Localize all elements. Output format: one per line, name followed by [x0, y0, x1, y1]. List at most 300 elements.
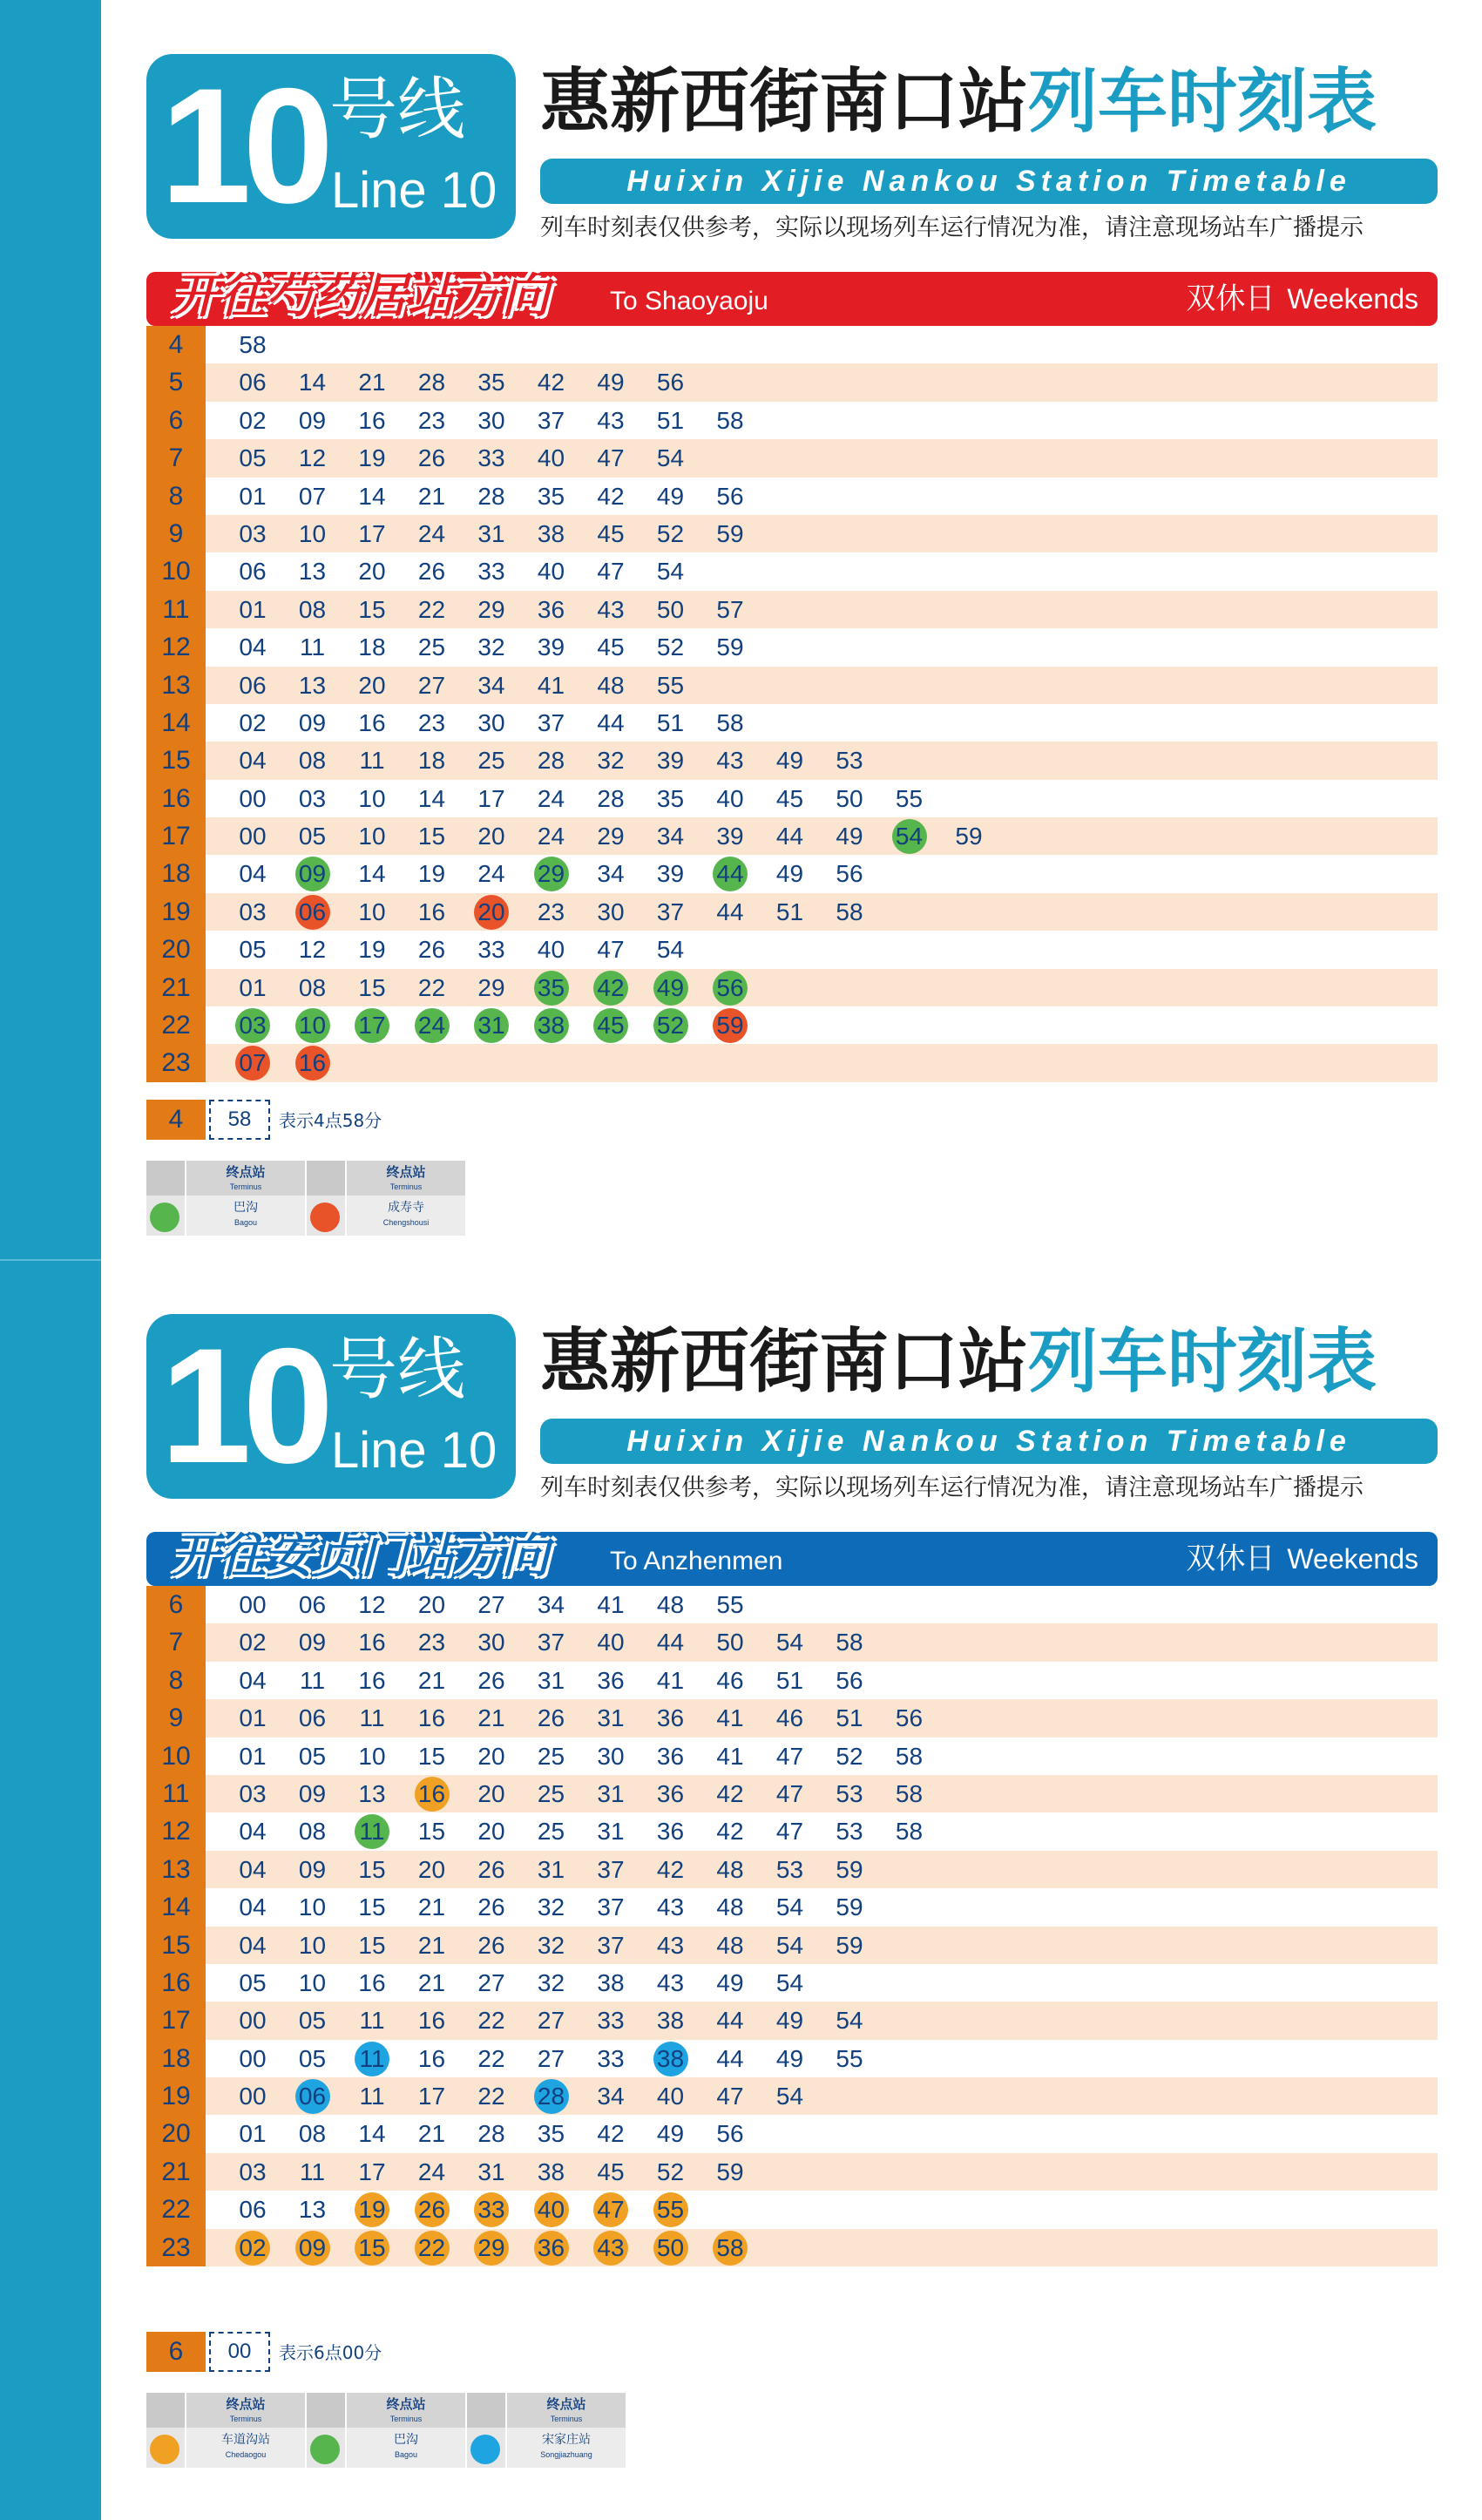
- minute-value: 05: [298, 2007, 327, 2035]
- minute-cell: [522, 2002, 581, 2039]
- table-row: [146, 2077, 1438, 2115]
- station-title: [540, 1314, 1464, 1410]
- minute-cell: [820, 893, 879, 931]
- minute-value: 47: [775, 1742, 804, 1770]
- minute-value: 42: [597, 2120, 625, 2148]
- minute-value: 10: [358, 1742, 386, 1770]
- minute-cell-terminus-green: [641, 969, 700, 1006]
- minute-value: 09: [298, 1629, 327, 1656]
- terminus-marker: 31: [474, 1008, 509, 1043]
- minute-cell: [820, 1662, 879, 1699]
- minute-cell: [283, 1662, 342, 1699]
- minute-cell: [403, 591, 462, 628]
- legend-station-cn: 巴沟: [394, 2433, 418, 2447]
- minute-cell: [462, 2115, 521, 2152]
- minute-value: 15: [358, 595, 386, 623]
- minute-cell: [342, 1699, 402, 1737]
- minute-cell: [342, 2077, 402, 2115]
- legend-terminus: [186, 1161, 305, 1236]
- minute-cell: [581, 817, 640, 855]
- minute-cell: [223, 1662, 282, 1699]
- minute-cell: [581, 1812, 640, 1850]
- minute-cell: [641, 817, 700, 855]
- direction-en: To Anzhenmen: [610, 1547, 783, 1575]
- minute-value: 34: [537, 1591, 565, 1618]
- minute-cell: [581, 1775, 640, 1812]
- minute-cell: [581, 2040, 640, 2077]
- minute-cell: [761, 1927, 820, 1964]
- minute-cell: [939, 817, 998, 855]
- minute-value: 24: [537, 784, 565, 812]
- minute-cell: [403, 2002, 462, 2039]
- direction-banner: [146, 268, 1438, 326]
- direction-cn: 开往芍药居站方向: [173, 268, 549, 323]
- minute-cell: [581, 1623, 640, 1661]
- legend-header-en: Terminus: [229, 2415, 262, 2423]
- minute-value: 03: [239, 898, 267, 925]
- minute-cell: [522, 780, 581, 817]
- minute-cell: [462, 628, 521, 666]
- minute-value: 36: [597, 1666, 625, 1694]
- minute-value: 04: [239, 1818, 267, 1846]
- minute-value: 29: [477, 973, 505, 1001]
- table-row: [146, 1888, 1438, 1926]
- hour-cell: 11: [146, 591, 206, 628]
- minute-value: 08: [298, 2120, 327, 2148]
- hour-cell: 10: [146, 552, 206, 590]
- minute-value: 14: [358, 860, 386, 888]
- minute-cell: [462, 552, 521, 590]
- minute-value: 11: [299, 1666, 326, 1694]
- minute-cell: [342, 969, 402, 1006]
- minute-value: 44: [716, 898, 744, 925]
- terminus-marker: 17: [355, 1008, 389, 1043]
- minute-value: 08: [298, 747, 327, 775]
- minute-value: 59: [836, 1855, 863, 1883]
- minute-cell: [223, 1851, 282, 1888]
- legend-header-en: Terminus: [550, 2415, 583, 2423]
- minute-cell: [522, 628, 581, 666]
- minute-cell-terminus-green: [700, 855, 760, 892]
- minute-value: 45: [597, 519, 625, 547]
- minute-value: 04: [239, 860, 267, 888]
- minute-value: 25: [537, 1742, 565, 1770]
- minute-cell: [761, 780, 820, 817]
- minute-value: 28: [537, 747, 565, 775]
- minute-value: 20: [417, 1855, 446, 1883]
- minute-value: 49: [775, 860, 804, 888]
- minute-value: 58: [716, 406, 744, 434]
- minute-cell: [761, 893, 820, 931]
- table-row: [146, 1662, 1438, 1699]
- table-row: [146, 439, 1438, 477]
- terminus-marker: 09: [295, 2231, 330, 2266]
- minute-cell: [522, 552, 581, 590]
- minute-value: 03: [239, 519, 267, 547]
- minute-value: 41: [716, 1704, 744, 1732]
- minute-value: 11: [299, 2158, 326, 2185]
- minute-value: 47: [597, 444, 625, 472]
- minute-value: 06: [239, 369, 267, 396]
- table-row: [146, 591, 1438, 628]
- minute-value: 42: [656, 1855, 685, 1883]
- minute-cell: [283, 552, 342, 590]
- table-row: [146, 2002, 1438, 2039]
- minute-cell: [342, 1586, 402, 1623]
- table-row: [146, 1006, 1438, 1044]
- minute-value: 52: [656, 2158, 685, 2185]
- minute-value: 11: [359, 2083, 385, 2110]
- minute-cell: [342, 855, 402, 892]
- minute-cell: [223, 931, 282, 968]
- minute-cell: [880, 1812, 939, 1850]
- terminus-marker: 36: [534, 2231, 569, 2266]
- minute-cell: [641, 478, 700, 515]
- table-row: [146, 1775, 1438, 1812]
- minute-value: 38: [597, 1968, 625, 1996]
- minute-cell-terminus-green: [283, 855, 342, 892]
- reading-example: [146, 2332, 512, 2372]
- minute-cell: [641, 2153, 700, 2191]
- minute-value: 11: [359, 747, 385, 775]
- minute-cell: [403, 817, 462, 855]
- hour-cell: 4: [146, 326, 206, 363]
- minute-value: 43: [716, 747, 744, 775]
- minute-value: 40: [716, 784, 744, 812]
- minute-cell-terminus-green: [223, 1006, 282, 1044]
- minute-cell: [462, 1623, 521, 1661]
- minute-value: 33: [477, 444, 505, 472]
- minute-cell-terminus-orange: [223, 2229, 282, 2266]
- minute-value: 01: [239, 1742, 267, 1770]
- minute-cell: [761, 1775, 820, 1812]
- minute-cell: [581, 439, 640, 477]
- minute-cell: [761, 2077, 820, 2115]
- minute-cell-terminus-orange: [641, 2191, 700, 2228]
- terminus-marker: 59: [713, 1008, 748, 1043]
- minute-value: 49: [836, 823, 863, 850]
- legend-swatch-cell: [467, 2393, 505, 2468]
- minute-value: 28: [477, 482, 505, 510]
- minute-value: 54: [836, 2007, 863, 2035]
- minute-value: 15: [417, 1818, 446, 1846]
- terminus-marker: 11: [355, 1814, 389, 1849]
- minute-cell: [342, 2115, 402, 2152]
- hour-cell: 16: [146, 1964, 206, 2002]
- minute-cell: [820, 1851, 879, 1888]
- minute-value: 36: [656, 1818, 685, 1846]
- minute-value: 16: [358, 1968, 386, 1996]
- minute-value: 46: [716, 1666, 744, 1694]
- hour-cell: 22: [146, 2191, 206, 2228]
- legend-header-en: Terminus: [229, 1182, 262, 1191]
- minute-cell: [522, 704, 581, 742]
- minute-cell-terminus-orange: [581, 2229, 640, 2266]
- minute-cell: [223, 1888, 282, 1926]
- table-row: [146, 667, 1438, 704]
- minute-value: 30: [597, 898, 625, 925]
- minute-cell: [641, 704, 700, 742]
- hour-cell: 7: [146, 1623, 206, 1661]
- hour-cell: 6: [146, 1586, 206, 1623]
- minute-value: 47: [597, 936, 625, 964]
- minute-value: 27: [477, 1968, 505, 1996]
- minute-cell-terminus-orange: [403, 2191, 462, 2228]
- minute-cell: [761, 855, 820, 892]
- line-label-en: Line 10: [331, 1422, 497, 1479]
- minute-cell: [403, 478, 462, 515]
- minute-cell-terminus-blue: [522, 2077, 581, 2115]
- minute-value: 09: [298, 708, 327, 736]
- minute-value: 49: [716, 1968, 744, 1996]
- minute-cell: [223, 326, 282, 363]
- minute-value: 30: [477, 708, 505, 736]
- minute-value: 49: [597, 369, 625, 396]
- legend-terminus: [347, 1161, 465, 1236]
- minute-cell: [700, 1812, 760, 1850]
- minute-cell: [522, 515, 581, 552]
- minute-value: 43: [656, 1931, 685, 1959]
- minute-value: 03: [239, 1779, 267, 1807]
- minute-cell: [581, 1964, 640, 2002]
- line-label-en: Line 10: [331, 162, 497, 219]
- minute-value: 04: [239, 1931, 267, 1959]
- minute-cell: [761, 1623, 820, 1661]
- terminus-marker: 45: [593, 1008, 628, 1043]
- minute-cell-terminus-green: [403, 1006, 462, 1044]
- minute-cell: [342, 704, 402, 742]
- minute-cell: [700, 742, 760, 779]
- minute-value: 23: [417, 1629, 446, 1656]
- minute-value: 01: [239, 2120, 267, 2148]
- minute-value: 32: [477, 633, 505, 661]
- minute-cell: [342, 742, 402, 779]
- timetable-grid: [146, 326, 1438, 1082]
- line-label-cn: 号线: [329, 1331, 466, 1409]
- minute-cell: [283, 628, 342, 666]
- minute-cell: [223, 1927, 282, 1964]
- minute-value: 23: [537, 898, 565, 925]
- minute-value: 08: [298, 595, 327, 623]
- minute-value: 53: [775, 1855, 804, 1883]
- minute-value: 44: [716, 2007, 744, 2035]
- minute-cell-terminus-green: [283, 1006, 342, 1044]
- table-row: [146, 1586, 1438, 1623]
- minute-value: 22: [477, 2044, 505, 2072]
- minute-cell: [880, 1775, 939, 1812]
- minute-value: 24: [537, 823, 565, 850]
- minute-value: 05: [298, 2044, 327, 2072]
- terminus-marker: 03: [235, 1008, 270, 1043]
- table-row: [146, 742, 1438, 779]
- hour-cell: 15: [146, 742, 206, 779]
- minute-cell: [223, 969, 282, 1006]
- minute-cell: [342, 628, 402, 666]
- terminus-marker: 47: [593, 2192, 628, 2227]
- legend-header-cn: 终点站: [386, 1164, 426, 1180]
- minute-cell: [700, 478, 760, 515]
- minute-cell: [283, 1738, 342, 1775]
- minute-value: 31: [597, 1818, 625, 1846]
- minute-value: 54: [656, 444, 685, 472]
- table-row: [146, 2115, 1438, 2152]
- minute-value: 00: [239, 784, 267, 812]
- minute-cell: [522, 363, 581, 401]
- minute-cell: [223, 591, 282, 628]
- minute-value: 43: [656, 1968, 685, 1996]
- minute-cell: [522, 742, 581, 779]
- minute-value: 51: [656, 406, 685, 434]
- minute-value: 30: [477, 1629, 505, 1656]
- minute-value: 02: [239, 708, 267, 736]
- minute-value: 27: [477, 1591, 505, 1618]
- timetable-grid: [146, 1586, 1438, 2266]
- hour-cell: 12: [146, 1812, 206, 1850]
- minute-value: 44: [775, 823, 804, 850]
- timetable-label-cn: 列车时刻表: [1028, 1321, 1377, 1402]
- minute-value: 04: [239, 1893, 267, 1921]
- minute-cell: [522, 1812, 581, 1850]
- hour-cell: 13: [146, 667, 206, 704]
- minute-cell: [522, 591, 581, 628]
- minute-value: 49: [656, 482, 685, 510]
- minute-cell: [581, 478, 640, 515]
- legend-swatch-cell: [146, 1161, 185, 1236]
- line-number: 10: [160, 1314, 326, 1497]
- minute-value: 34: [656, 823, 685, 850]
- minute-value: 40: [537, 936, 565, 964]
- minute-cell: [641, 931, 700, 968]
- minute-cell: [223, 478, 282, 515]
- minute-value: 00: [239, 2083, 267, 2110]
- day-type-cn: 双休日: [1186, 1541, 1276, 1576]
- terminus-marker: 07: [235, 1046, 270, 1080]
- minute-value: 49: [656, 2120, 685, 2148]
- minute-cell: [342, 817, 402, 855]
- hour-cell: 16: [146, 780, 206, 817]
- minute-cell: [522, 1662, 581, 1699]
- minute-value: 11: [359, 2007, 385, 2035]
- minute-cell-terminus-blue: [342, 2040, 402, 2077]
- minute-cell: [223, 515, 282, 552]
- minute-value: 35: [477, 369, 505, 396]
- minute-value: 53: [836, 1818, 863, 1846]
- minute-cell: [641, 780, 700, 817]
- minute-value: 21: [417, 2120, 446, 2148]
- minute-cell: [641, 591, 700, 628]
- minute-cell: [641, 893, 700, 931]
- hour-cell: 14: [146, 704, 206, 742]
- minute-value: 19: [417, 860, 446, 888]
- minute-value: 24: [417, 2158, 446, 2185]
- minute-value: 37: [597, 1893, 625, 1921]
- minute-value: 22: [417, 973, 446, 1001]
- minute-cell: [761, 2040, 820, 2077]
- minute-value: 21: [417, 1666, 446, 1694]
- minute-cell: [283, 402, 342, 439]
- minute-cell: [641, 1775, 700, 1812]
- minute-value: 20: [358, 671, 386, 699]
- minute-cell: [581, 628, 640, 666]
- minute-value: 04: [239, 633, 267, 661]
- minute-cell: [581, 363, 640, 401]
- minute-cell: [403, 2153, 462, 2191]
- minute-cell: [223, 2115, 282, 2152]
- direction-en: To Shaoyaoju: [610, 287, 768, 315]
- table-row: [146, 817, 1438, 855]
- table-row: [146, 363, 1438, 401]
- minute-value: 56: [656, 369, 685, 396]
- minute-cell-terminus-orange: [403, 1775, 462, 1812]
- terminus-marker: 16: [415, 1777, 450, 1812]
- minute-cell: [223, 2077, 282, 2115]
- minute-cell: [581, 704, 640, 742]
- minute-value: 58: [239, 331, 267, 358]
- minute-cell: [820, 780, 879, 817]
- minute-cell: [283, 1812, 342, 1850]
- minute-cell: [522, 1775, 581, 1812]
- minute-value: 41: [716, 1742, 744, 1770]
- minute-cell: [522, 817, 581, 855]
- legend-swatch-cell: [307, 1161, 345, 1236]
- minute-cell: [283, 817, 342, 855]
- minute-cell: [223, 704, 282, 742]
- hour-cell: 21: [146, 969, 206, 1006]
- minute-value: 58: [895, 1779, 924, 1807]
- minute-cell: [342, 1623, 402, 1661]
- legend-dot-green: [150, 1202, 179, 1232]
- minute-cell: [700, 704, 760, 742]
- minute-cell: [403, 628, 462, 666]
- minute-value: 42: [716, 1818, 744, 1846]
- minute-cell: [761, 742, 820, 779]
- minute-cell: [462, 969, 521, 1006]
- minute-cell: [283, 1927, 342, 1964]
- minute-value: 04: [239, 747, 267, 775]
- minute-cell: [403, 1927, 462, 1964]
- minute-value: 16: [417, 2044, 446, 2072]
- minute-cell: [641, 2115, 700, 2152]
- minute-value: 49: [775, 2007, 804, 2035]
- minute-cell: [522, 893, 581, 931]
- minute-value: 06: [298, 1704, 327, 1732]
- minute-cell: [283, 439, 342, 477]
- table-row: [146, 780, 1438, 817]
- minute-value: 46: [775, 1704, 804, 1732]
- hour-cell: 8: [146, 1662, 206, 1699]
- minute-value: 35: [537, 482, 565, 510]
- hour-cell: 9: [146, 1699, 206, 1737]
- minute-cell: [223, 1586, 282, 1623]
- table-row: [146, 628, 1438, 666]
- hour-cell: 20: [146, 2115, 206, 2152]
- minute-cell: [403, 667, 462, 704]
- minute-cell: [581, 2153, 640, 2191]
- minute-cell: [522, 2115, 581, 2152]
- minute-value: 14: [298, 369, 327, 396]
- minute-cell: [820, 1699, 879, 1737]
- minute-cell: [283, 1775, 342, 1812]
- terminus-marker: 58: [713, 2231, 748, 2266]
- minute-cell: [700, 1623, 760, 1661]
- minute-cell-terminus-blue: [283, 2077, 342, 2115]
- minute-value: 51: [656, 708, 685, 736]
- minute-cell: [641, 363, 700, 401]
- legend-header-en: Terminus: [389, 1182, 423, 1191]
- hour-cell: 18: [146, 855, 206, 892]
- terminus-marker: 09: [295, 857, 330, 891]
- terminus-marker: 50: [653, 2231, 688, 2266]
